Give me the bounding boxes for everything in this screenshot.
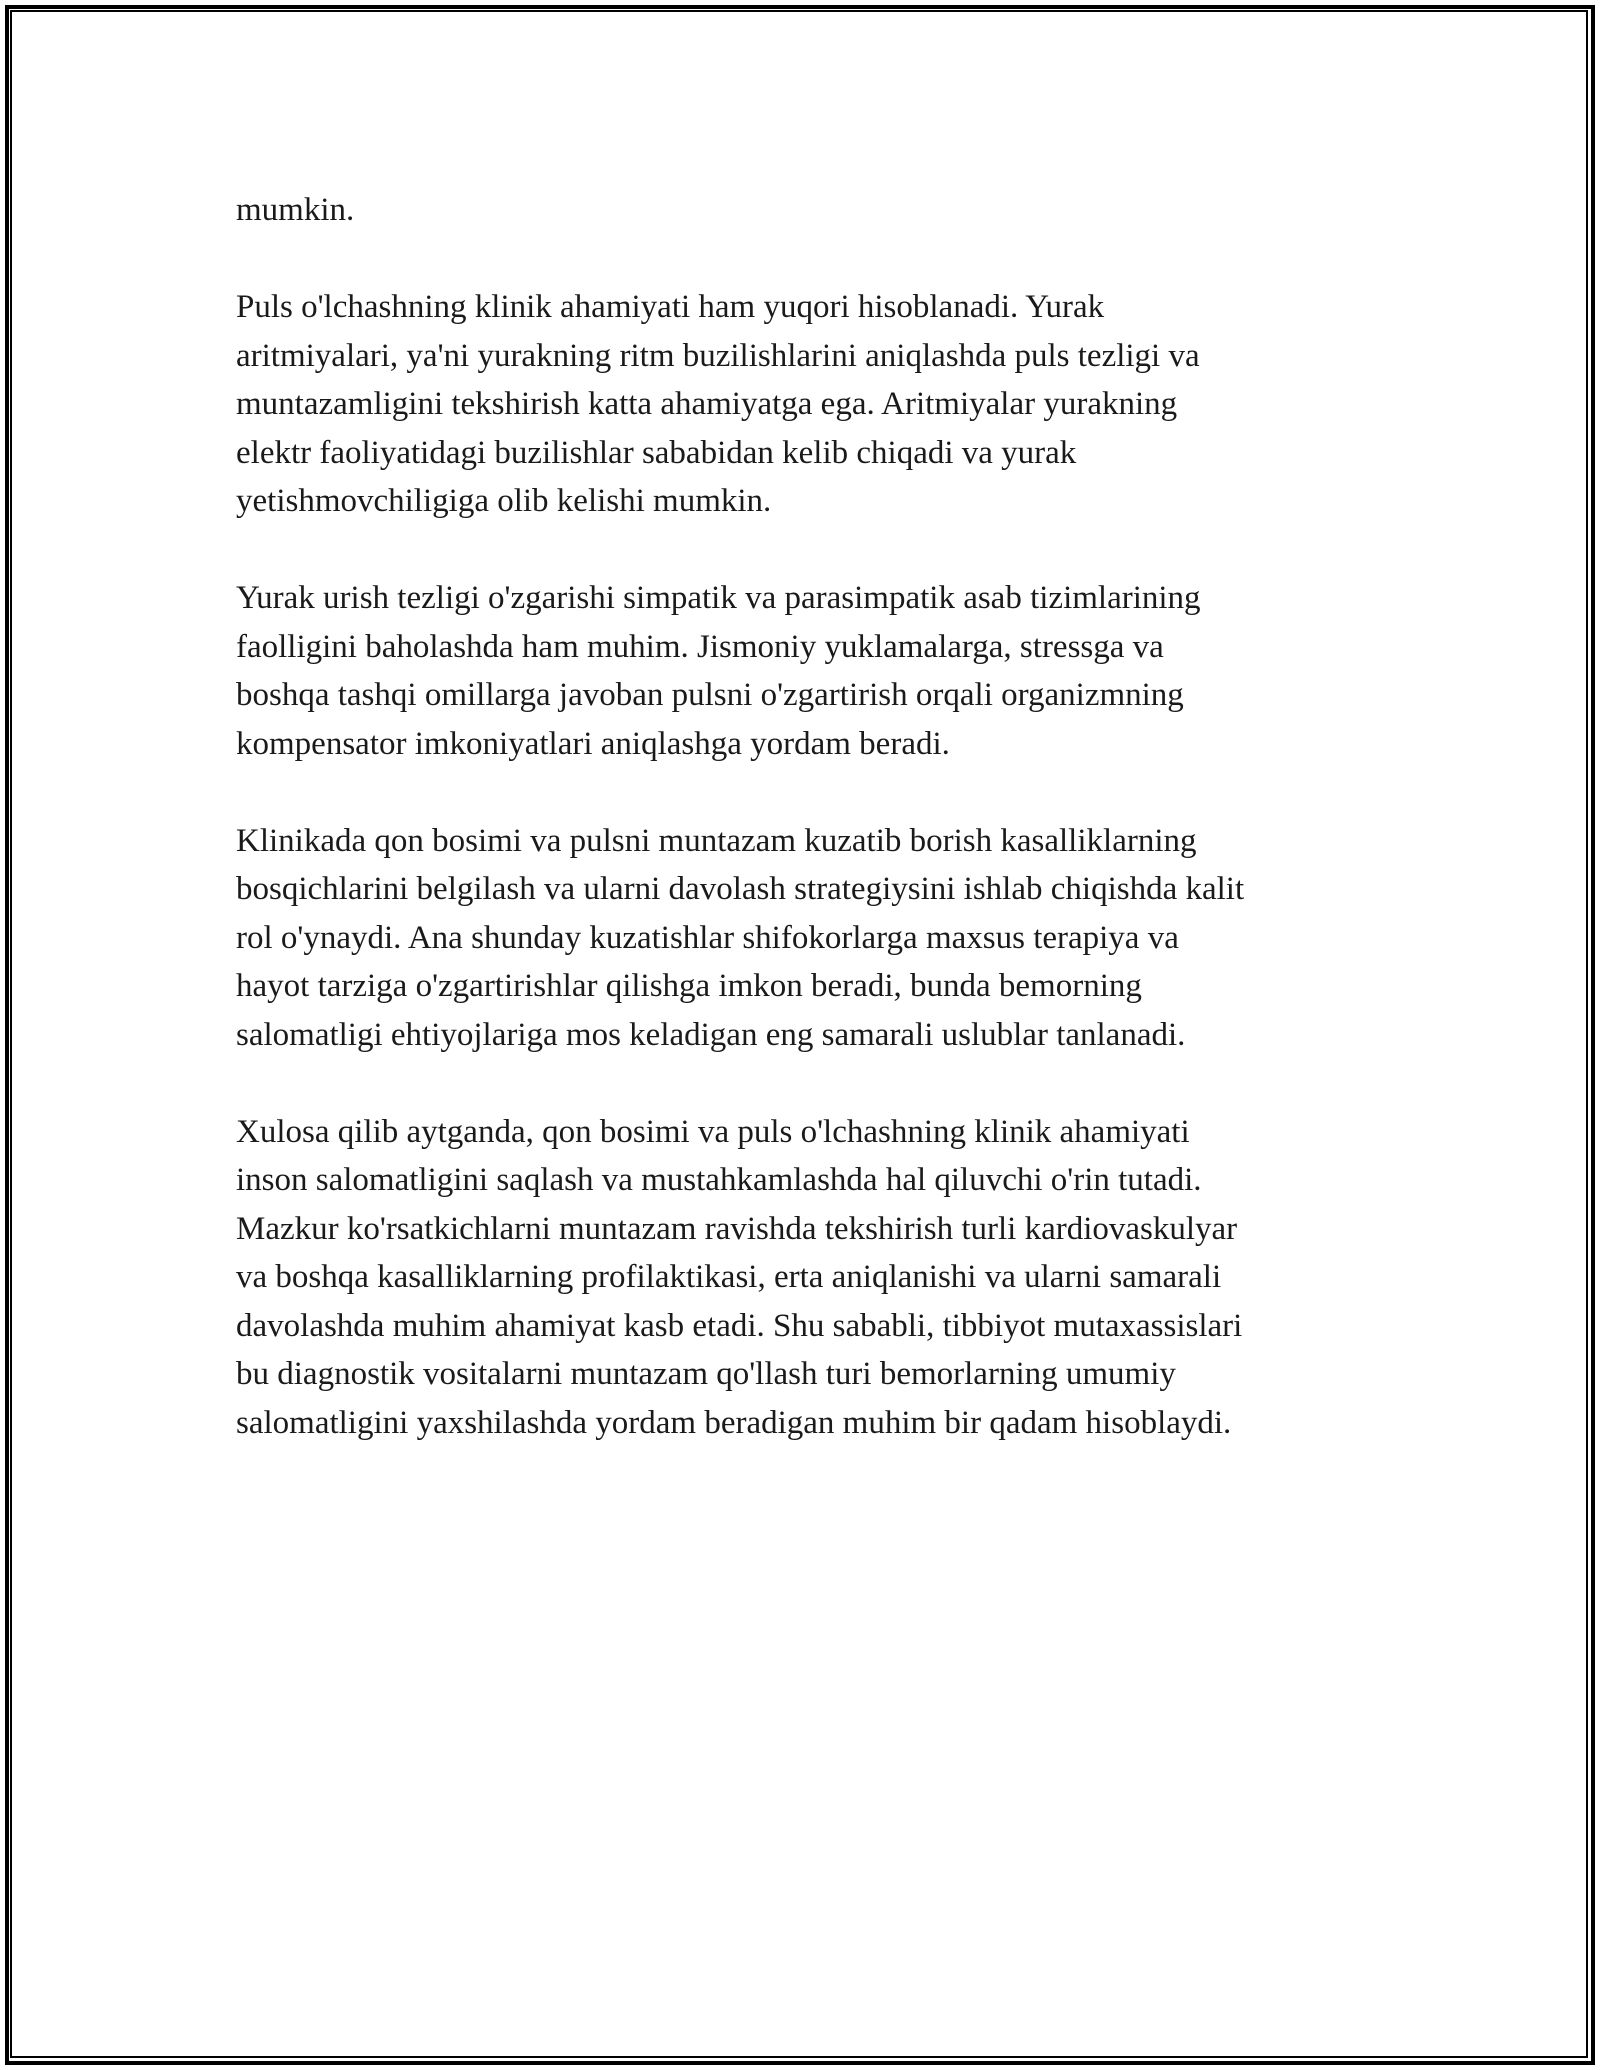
paragraph-heart-rate-variability: Yurak urish tezligi o'zgarishi simpatik va parasimpatik asab tizimlarining faolligini baholashda ham muhim. Jismoniy yuklamalarga, stressga va boshqa tashqi omillarga javoban pulsni o'zgartirish orqali organizmning kompensator imkoniyatlari aniqlashga yordam beradi. bbox=[236, 580, 1201, 762]
paragraph-pulse-clinical-significance: Puls o'lchashning klinik ahamiyati ham yuqori hisoblanadi. Yurak aritmiyalari, ya'ni yurakning ritm buzilishlarini aniqlashda puls tezligi va muntazamligini tekshirish katta ahamiyatga ega. Aritmiyalar yurakning elektr faoliyatidagi buzilishlar sababidan kelib chiqadi va yurak yetishmovchiligiga olib kelishi mumkin. bbox=[236, 289, 1200, 519]
paragraph-conclusion: Xulosa qilib aytganda, qon bosimi va puls o'lchashning klinik ahamiyati inson salomatligini saqlash va mustahkamlashda hal qiluvchi o'rin tutadi. Mazkur ko'rsatkichlarni muntazam ravishda tekshirish turli kardiovaskulyar va boshqa kasalliklarning profilaktikasi, erta aniqlanishi va ularni samarali davolashda muhim ahamiyat kasb etadi. Shu sababli, tibbiyot mutaxassislari bu diagnostik vositalarni muntazam qo'llash turi bemorlarning umumiy salomatligini yaxshilashda yordam beradigan muhim bir qadam hisoblaydi. bbox=[236, 1113, 1243, 1441]
document-body bbox=[236, 186, 1366, 1496]
paragraph-continuation: mumkin. bbox=[236, 192, 355, 228]
paragraph-clinical-monitoring: Klinikada qon bosimi va pulsni muntazam kuzatib borish kasalliklarning bosqichlarini belgilash va ularni davolash strategiysini ishlab chiqishda kalit rol o'ynaydi. Ana shunday kuzatishlar shifokorlarga maxsus terapiya va hayot tarziga o'zgartirishlar qilishga imkon beradi, bunda bemorning salomatligi ehtiyojlariga mos keladigan eng samarali uslublar tanlanadi. bbox=[236, 822, 1245, 1053]
